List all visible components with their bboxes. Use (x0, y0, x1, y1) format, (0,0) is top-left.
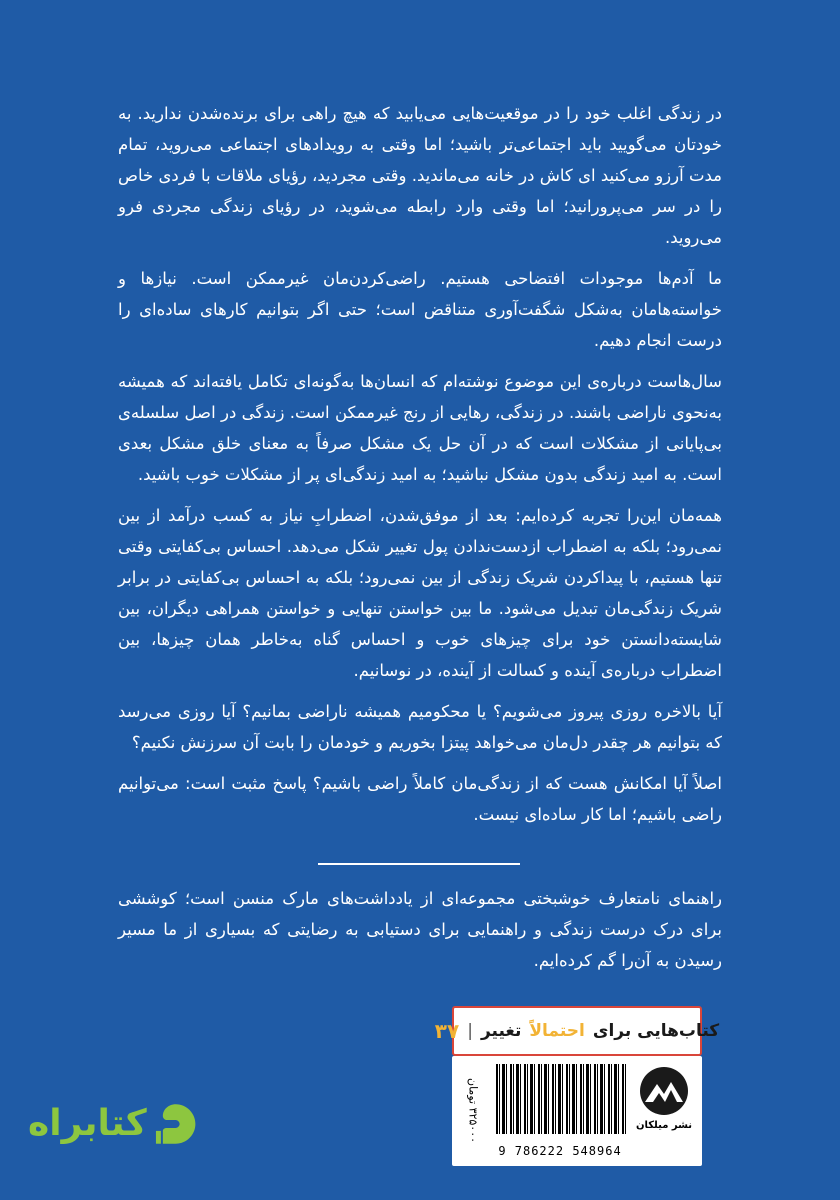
brand-name: کتابراه (28, 1103, 147, 1144)
mountain-logo-icon (639, 1066, 689, 1116)
paragraph-5: آیا بالاخره روزی پیروز می‌شویم؟ یا محکومیم همیشه ناراضی بمانیم؟ آیا روزی می‌رسد که بتوانیم هر چقدر دل‌مان می‌خواهد پیتزا بخوریم و خودمان را بابت آن سرزنش نکنیم؟ (118, 702, 722, 752)
paragraph-6: اصلاً آیا امکانش هست که از زندگی‌مان کاملاً راضی باشیم؟ پاسخ مثبت است: می‌توانیم راضی باشیم؛ اما کار ساده‌ای نیست. (118, 774, 722, 824)
barcode-panel (452, 1056, 702, 1166)
series-badge (434, 1006, 720, 1056)
publisher-name: نشر میلکان (635, 1120, 693, 1131)
isbn-number: 9 786222 548964 (498, 1144, 622, 1158)
series-separator: | (467, 1021, 473, 1041)
book-description: راهنمای نامتعارف خوشبختی مجموعه‌ای از یادداشت‌های مارک منسن است؛ کوششی برای درک درست زندگی و راهنمایی برای دستیابی به رضایتی که بسیاری از ما مسیر رسیدن به آن‌را گم کرده‌ایم. (118, 889, 722, 970)
series-number: ۳۷ (434, 1019, 460, 1043)
series-suffix: تغییر (480, 1021, 522, 1041)
publisher-logo (634, 1066, 694, 1156)
back-cover-text (118, 98, 722, 840)
paragraph-3: سال‌هاست درباره‌ی این موضوع نوشته‌ام که انسان‌ها به‌گونه‌ای تکامل یافته‌اند که همیشه به‌نحوی ناراضی باشند. در زندگی، رهایی از رنج غیرممکن است. زندگی در اصل سلسله‌ی بی‌پایانی از مشکلات است که در آن حل یک مشکل صرفاً به معنای خلق مشکل بعدی است. به امید زندگی بدون مشکل نباشید؛ به امید زندگی‌ای پر از مشکلات خوب باشید. (118, 372, 722, 484)
paragraph-1: در زندگی اغلب خود را در موقعیت‌هایی می‌یابید که هیچ راهی برای برنده‌شدن ندارید. به خودتان می‌گویید باید اجتماعی‌تر باشید؛ اما وقتی به رویدادهای اجتماعی می‌روید، تمام مدت آرزو می‌کنید ای کاش در خانه می‌ماندید. وقتی مجردید، رؤیای ملاقات با فردی خاص را در سر می‌پرورانید؛ اما وقتی وارد رابطه می‌شوید، در رؤیای زندگی مجردی فرو می‌روید. (118, 104, 722, 247)
paragraph-4: همه‌مان این‌را تجربه کرده‌ایم: بعد از موفق‌شدن، اضطرابِ نیاز به کسب درآمد از بین نمی‌رود؛ بلکه به اضطراب ازدست‌ندادن پول تغییر شکل می‌دهد. احساس بی‌کفایتی وقتی تنها هستیم، با پیداکردن شریک زندگی از بین نمی‌رود؛ بلکه به احساس بی‌کفایتی در برابر شریک زندگی‌مان تبدیل می‌شود. ما بین خواستن تنهایی و خواستن همراهی دیگران، بین شایسته‌دانستن خود برای چیزهای خوب و احساس گناه به‌خاطر همان چیزها، بین اضطراب درباره‌ی آینده و کسالت از آینده، در نوسانیم. (118, 506, 722, 680)
price-label: ۳۲۵۰۰۰ تومان (466, 1077, 480, 1143)
divider-line (318, 863, 520, 865)
barcode-icon (496, 1064, 628, 1134)
series-accent: احتمالاً (529, 1021, 585, 1041)
brand-logo-icon (153, 1101, 198, 1147)
brand-watermark (28, 1094, 198, 1154)
paragraph-2: ما آدم‌ها موجودات افتضاحی هستیم. راضی‌کردن‌مان غیرممکن است. نیازها و خواسته‌هامان به‌شکل شگفت‌آوری متناقض است؛ حتی اگر بتوانیم کارهای ساده‌ای را درست انجام دهیم. (118, 269, 722, 350)
series-prefix: کتاب‌هایی برای (592, 1021, 720, 1041)
